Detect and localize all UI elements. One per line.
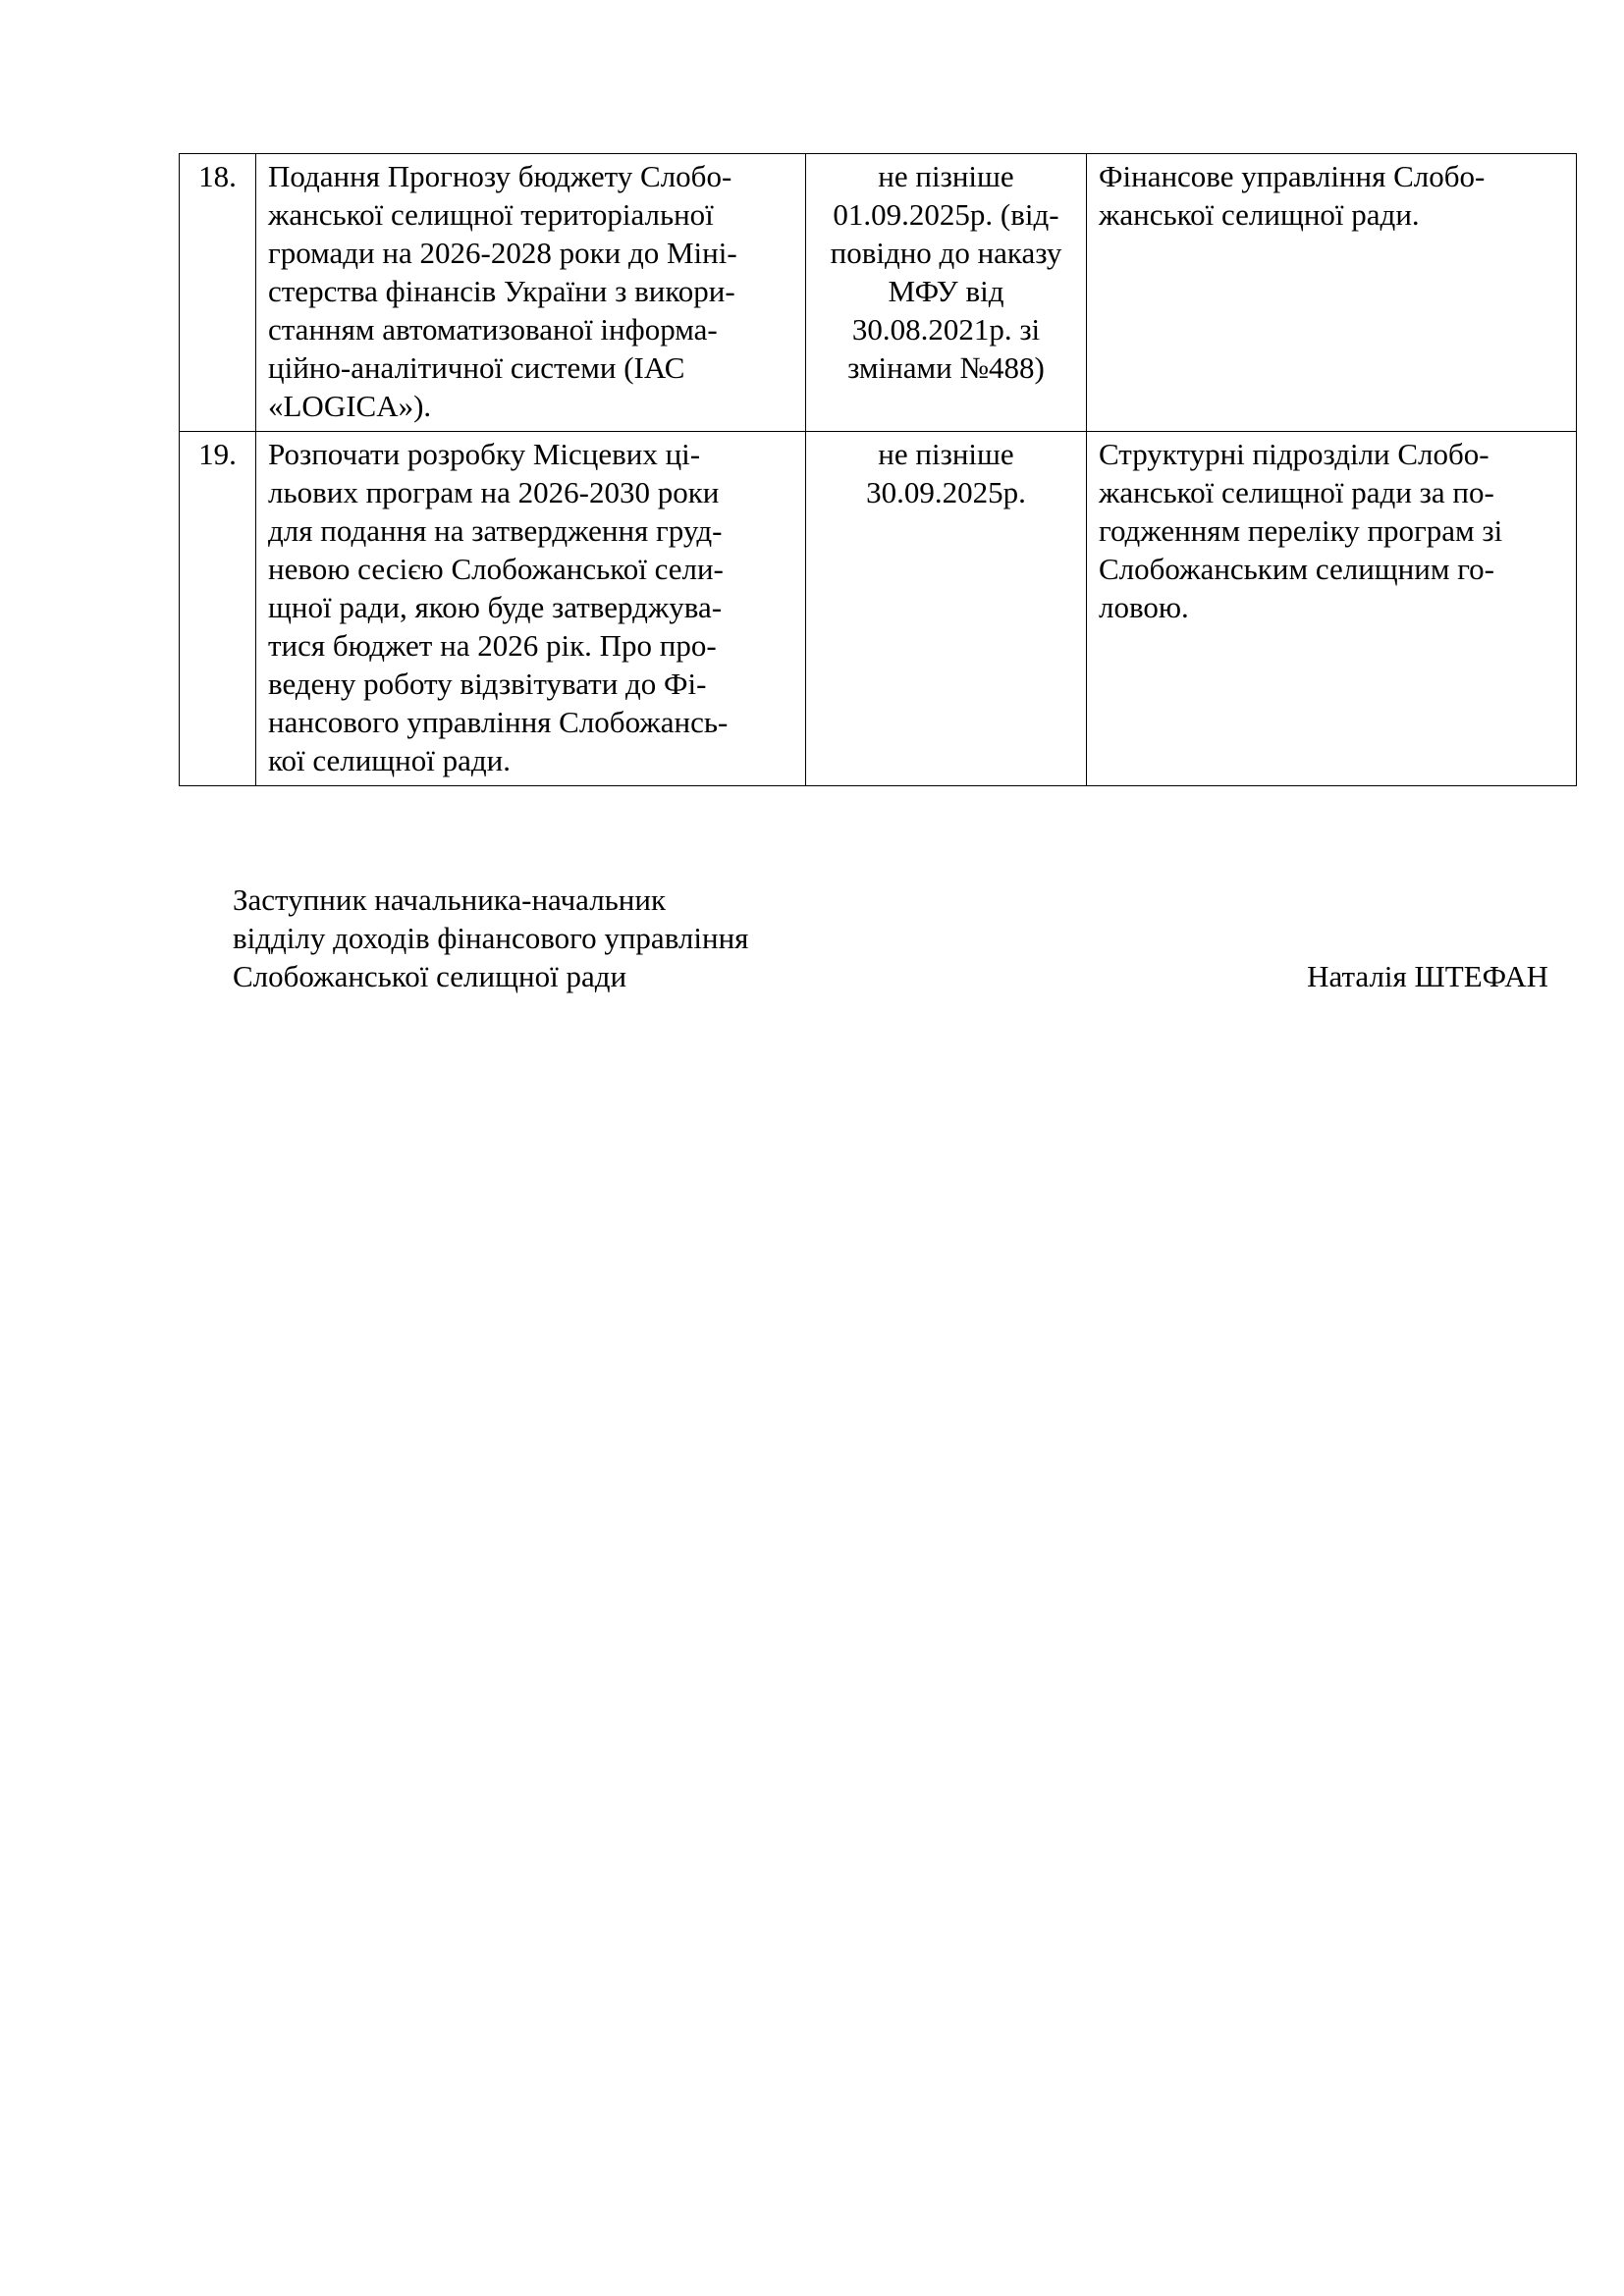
plan-table bbox=[179, 153, 1577, 786]
row-number: 18. bbox=[180, 154, 256, 432]
task-deadline: не пізніше 01.09.2025р. (від- повідно до наказу МФУ від 30.08.2021р. зі змінами №488) bbox=[806, 154, 1087, 432]
task-responsible: Фінансове управління Слобо- жанської селищної ради. bbox=[1087, 154, 1577, 432]
signature-position-line-3: Слобожанської селищної ради bbox=[233, 959, 627, 993]
task-deadline: не пізніше 30.09.2025р. bbox=[806, 432, 1087, 786]
table-row bbox=[180, 154, 1577, 432]
task-description: Подання Прогнозу бюджету Слобо- жанської селищної територіальної громади на 2026-2028 роки до Міні- стерства фінансів України з викори- станням автоматизованої інформа- ційно-аналітичної системи (ІАС «LOGICA»). bbox=[256, 154, 806, 432]
signature-position-line-1: Заступник начальника-начальник bbox=[233, 882, 667, 917]
task-description: Розпочати розробку Місцевих ці- льових програм на 2026-2030 роки для подання на затвердження груд- невою сесією Слобожанської сели- щної ради, якою буде затверджува- тися бюджет на 2026 рік. Про про- ведену роботу відзвітувати до Фі- нансового управління Слобожансь- кої селищної ради. bbox=[256, 432, 806, 786]
table-row bbox=[180, 432, 1577, 786]
task-responsible: Структурні підрозділи Слобо- жанської селищної ради за по- годженням переліку програм зі Слобожанським селищним го- ловою. bbox=[1087, 432, 1577, 786]
signatory-name: Наталія ШТЕФАН bbox=[1307, 959, 1548, 993]
signature-position-line-2: відділу доходів фінансового управління bbox=[233, 921, 749, 955]
row-number: 19. bbox=[180, 432, 256, 786]
signature-block bbox=[233, 881, 1548, 995]
